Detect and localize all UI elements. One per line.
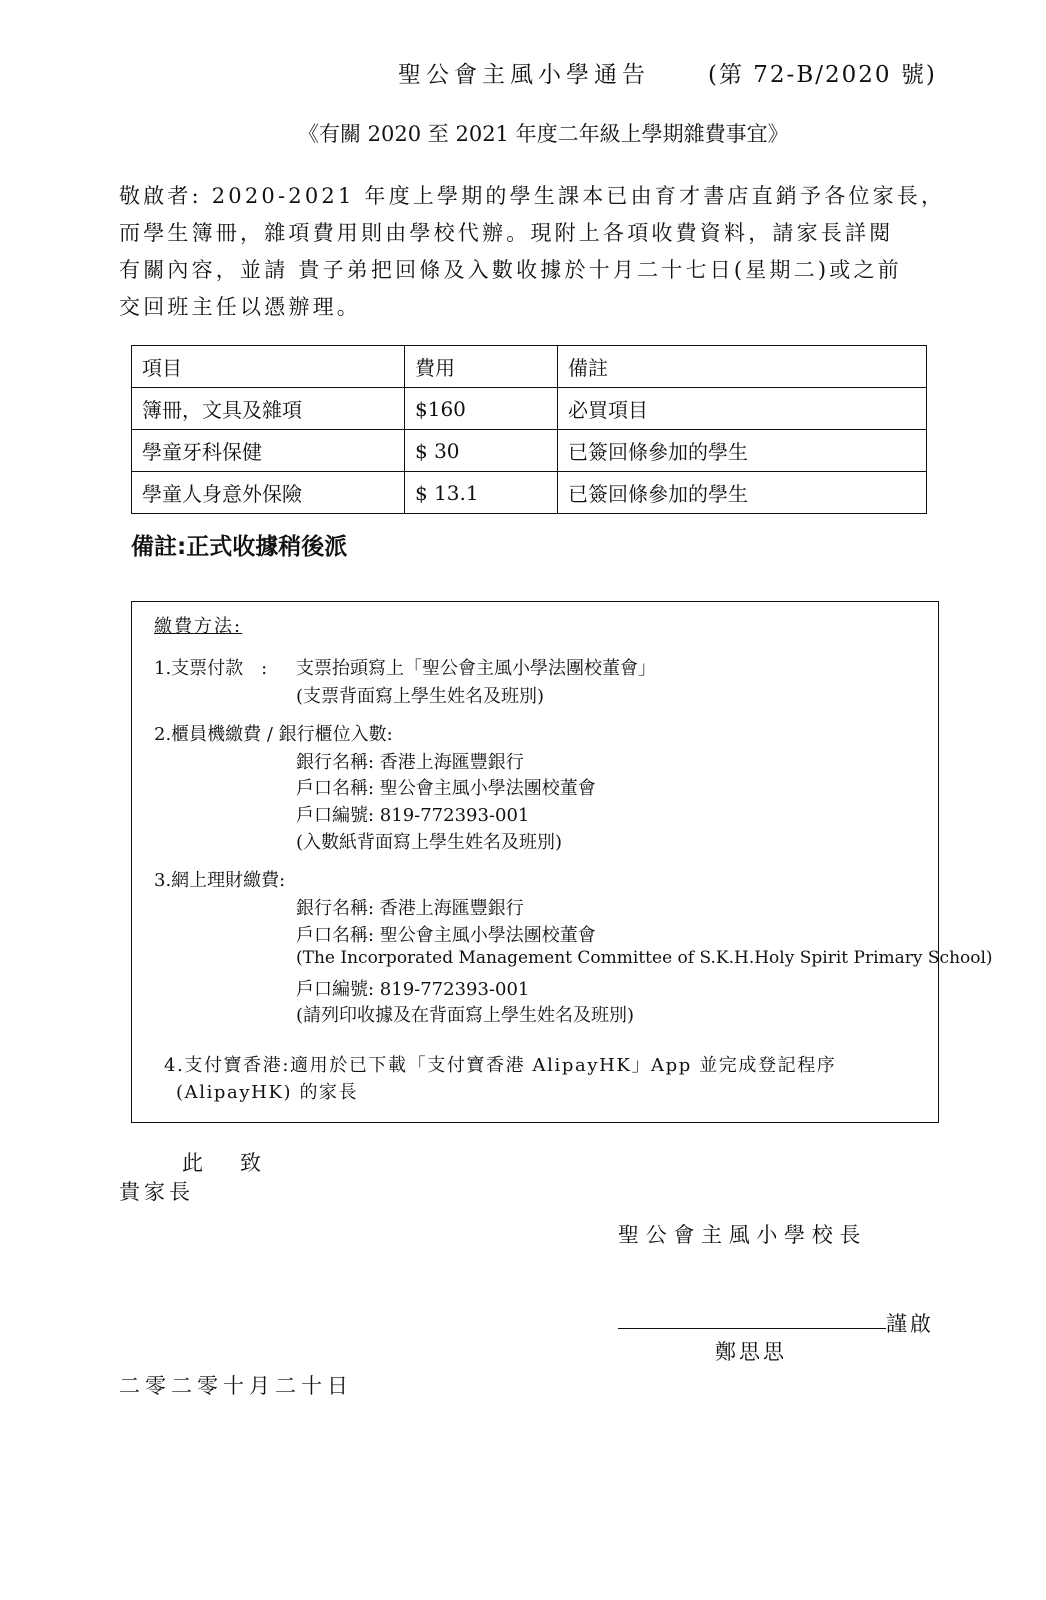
intro-line: 敬啟者: 2020-2021 年度上學期的學生課本已由育才書店直銷予各位家長， [119, 184, 946, 208]
online-account-name-english: (The Incorporated Management Committee of S.K.H.Holy Spirit Primary School) [296, 948, 993, 968]
table-cell: $ 30 [405, 430, 558, 472]
column-header-item: 項目 [132, 346, 405, 388]
atm-account-number: 戶口編號: 819-772393-001 [296, 805, 530, 826]
intro-paragraph [119, 178, 979, 326]
online-note: (請列印收據及在背面寫上學生姓名及班別) [296, 1005, 635, 1026]
payment-methods-box [131, 601, 993, 1123]
intro-line: 交回班主任以憑辦理。 [119, 295, 361, 319]
jinqi: 謹啟 [886, 1312, 934, 1336]
cheque-note: (支票背面寫上學生姓名及班別) [296, 686, 545, 707]
table-row [132, 430, 927, 472]
table-cell: 簿冊，文具及雜項 [132, 388, 405, 430]
signer-name: 鄭思思 [715, 1340, 787, 1364]
notice-subject: 《有關 2020 至 2021 年度二年級上學期雜費事宜》 [298, 122, 789, 146]
online-account-number: 戶口編號: 819-772393-001 [296, 979, 530, 1000]
intro-line: 有關內容，並請 貴子弟把回條及入數收據於十月二十七日(星期二)或之前 [119, 258, 902, 282]
notice-date: 二零二零十月二十日 [119, 1374, 353, 1398]
table-cell: $160 [405, 388, 558, 430]
table-cell: $ 13.1 [405, 472, 558, 514]
closing-zhi: 致 [240, 1151, 261, 1175]
column-header-fee: 費用 [405, 346, 558, 388]
signature-line [618, 1328, 886, 1329]
recipient: 貴家長 [119, 1180, 194, 1204]
cheque-payee: 支票抬頭寫上「聖公會主風小學法團校董會」 [296, 658, 656, 679]
notice-title: 聖公會主風小學通告 [398, 62, 650, 88]
table-row [132, 472, 927, 514]
online-label: 3.網上理財繳費: [154, 870, 286, 891]
table-cell: 已簽回條參加的學生 [558, 430, 927, 472]
fee-table [131, 345, 927, 514]
atm-bank-name: 銀行名稱: 香港上海匯豐銀行 [296, 752, 524, 773]
intro-line: 而學生簿冊，雜項費用則由學校代辦。現附上各項收費資料，請家長詳閱 [119, 221, 894, 245]
notice-number: (第 72-B/2020 號) [708, 62, 937, 88]
atm-label: 2.櫃員機繳費 / 銀行櫃位入數: [154, 724, 393, 745]
atm-note: (入數紙背面寫上學生姓名及班別) [296, 832, 563, 853]
payment-heading: 繳費方法: [154, 616, 243, 637]
signer-title: 聖 公 會 主 風 小 學 校 長 [618, 1223, 861, 1247]
alipay-line: (AlipayHK) 的家長 [176, 1082, 359, 1103]
online-account-name: 戶口名稱: 聖公會主風小學法團校董會 [296, 925, 596, 946]
online-bank-name: 銀行名稱: 香港上海匯豐銀行 [296, 898, 524, 919]
alipay-line: 4.支付寶香港:適用於已下載「支付寶香港 AlipayHK」App 並完成登記程序 [164, 1055, 837, 1076]
atm-account-name: 戶口名稱: 聖公會主風小學法團校董會 [296, 778, 596, 799]
table-row [132, 388, 927, 430]
closing-ci: 此 [182, 1151, 203, 1175]
column-header-remark: 備註 [558, 346, 927, 388]
table-cell: 學童牙科保健 [132, 430, 405, 472]
table-cell: 學童人身意外保險 [132, 472, 405, 514]
receipt-remark: 備註:正式收據稍後派 [131, 534, 348, 560]
table-header-row [132, 346, 927, 388]
table-cell: 必買項目 [558, 388, 927, 430]
table-cell: 已簽回條參加的學生 [558, 472, 927, 514]
cheque-label: 1.支票付款 : [154, 658, 268, 679]
